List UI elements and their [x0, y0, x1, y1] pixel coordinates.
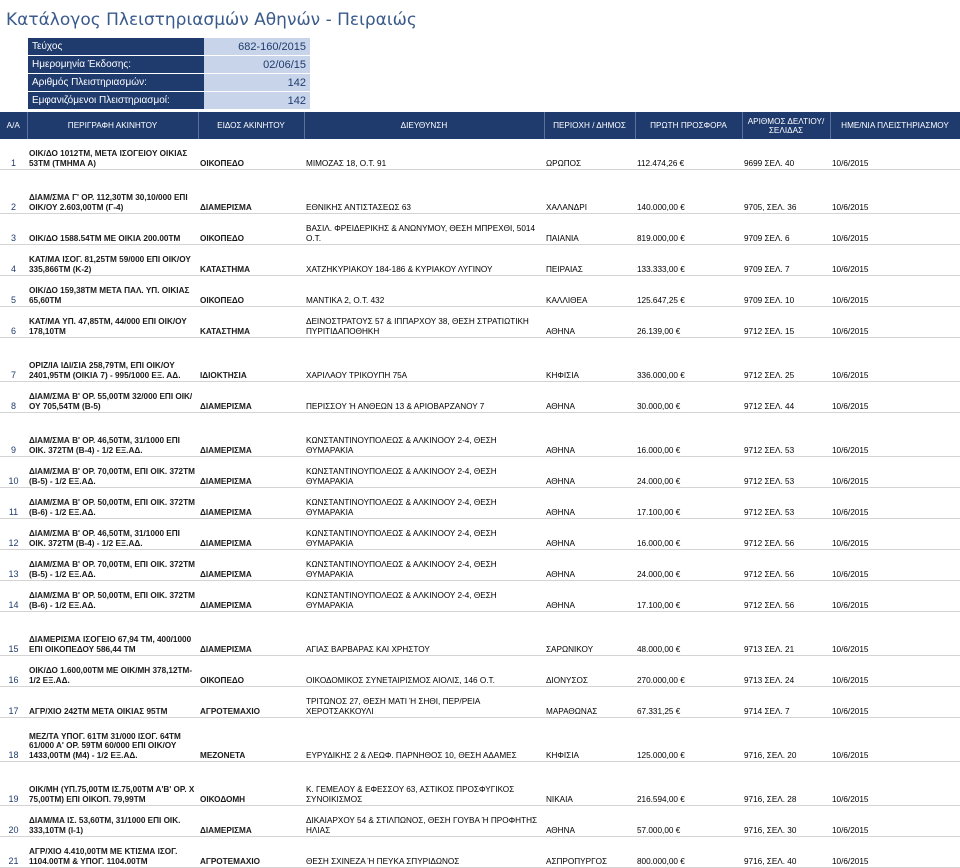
table-row [0, 307, 960, 338]
property-area: ΑΘΗΝΑ [544, 413, 635, 457]
row-number: 5 [0, 276, 27, 307]
table-row [0, 276, 960, 307]
auction-date: 10/6/2015 [830, 413, 960, 457]
bulletin-page: 9699 ΣΕΛ. 40 [742, 139, 830, 170]
property-address: ΘΕΣΗ ΣΧΙΝΕΖΑ Ή ΠΕΥΚΑ ΣΠΥΡΙΔΩΝΟΣ [304, 837, 544, 868]
property-description: ΔΙΑΜ/ΣΜΑ Β' ΟΡ. 46,50ΤΜ, 31/1000 ΕΠΙ ΟΙΚ. 372ΤΜ (Β-4) - 1/2 ΕΞ.ΑΔ. [27, 519, 198, 550]
property-address: ΚΩΝΣΤΑΝΤΙΝΟΥΠΟΛΕΩΣ & ΑΛΚΙΝΟΟΥ 2-4, ΘΕΣΗ ΘΥΜΑΡΑΚΙΑ [304, 413, 544, 457]
property-description: ΔΙΑΜ/ΣΜΑ Β' ΟΡ. 46,50ΤΜ, 31/1000 ΕΠΙ ΟΙΚ. 372ΤΜ (Β-4) - 1/2 ΕΞ.ΑΔ. [27, 413, 198, 457]
property-address: ΔΙΚΑΙΑΡΧΟΥ 54 & ΣΤΙΛΠΩΝΟΣ, ΘΕΣΗ ΓΟΥΒΑ Ή ΠΡΟΦΗΤΗΣ ΗΛΙΑΣ [304, 806, 544, 837]
auction-date: 10/6/2015 [830, 612, 960, 656]
info-value: 02/06/15 [204, 56, 310, 74]
property-type: ΔΙΑΜΕΡΙΣΜΑ [198, 550, 304, 581]
property-type: ΑΓΡΟΤΕΜΑΧΙΟ [198, 837, 304, 868]
property-type: ΔΙΑΜΕΡΙΣΜΑ [198, 170, 304, 214]
property-type: ΔΙΑΜΕΡΙΣΜΑ [198, 382, 304, 413]
row-number: 19 [0, 762, 27, 806]
property-area: ΝΙΚΑΙΑ [544, 762, 635, 806]
row-number: 18 [0, 718, 27, 762]
table-row [0, 612, 960, 656]
bulletin-page: 9712 ΣΕΛ. 15 [742, 307, 830, 338]
property-area: ΑΘΗΝΑ [544, 307, 635, 338]
property-type: ΟΙΚΟΔΟΜΗ [198, 762, 304, 806]
table-row [0, 245, 960, 276]
info-row [28, 74, 310, 92]
property-area: ΑΘΗΝΑ [544, 806, 635, 837]
property-area: ΑΘΗΝΑ [544, 581, 635, 612]
auction-date: 10/6/2015 [830, 581, 960, 612]
bulletin-page: 9712 ΣΕΛ. 25 [742, 338, 830, 382]
row-number: 15 [0, 612, 27, 656]
property-address: ΜΙΜΟΖΑΣ 18, Ο.Τ. 91 [304, 139, 544, 170]
table-row [0, 170, 960, 214]
info-value: 142 [204, 74, 310, 92]
bulletin-page: 9712 ΣΕΛ. 56 [742, 581, 830, 612]
property-area: ΚΗΦΙΣΙΑ [544, 718, 635, 762]
table-row [0, 550, 960, 581]
info-label: Εμφανιζόμενοι Πλειστηριασμοί: [28, 92, 204, 110]
row-number: 17 [0, 687, 27, 718]
property-description: ΟΡΙΖ/ΙΑ ΙΔΙ/ΣΙΑ 258,79ΤΜ, ΕΠΙ ΟΙΚ/ΟΥ 2401,95ΤΜ (ΟΙΚΙΑ 7) - 995/1000 ΕΞ. ΑΔ. [27, 338, 198, 382]
bulletin-page: 9712 ΣΕΛ. 53 [742, 488, 830, 519]
info-row [28, 92, 310, 110]
property-description: ΑΓΡ/ΧΙΟ 242ΤΜ ΜΕΤΑ ΟΙΚΙΑΣ 95ΤΜ [27, 687, 198, 718]
property-address: Κ. ΓΕΜΕΛΟΥ & ΕΦΕΣΣΟΥ 63, ΑΣΤΙΚΟΣ ΠΡΟΣΦΥΓΙΚΟΣ ΣΥΝΟΙΚΙΣΜΟΣ [304, 762, 544, 806]
property-area: ΠΕΙΡΑΙΑΣ [544, 245, 635, 276]
row-number: 13 [0, 550, 27, 581]
property-type: ΟΙΚΟΠΕΔΟ [198, 214, 304, 245]
first-offer: 270.000,00 € [635, 656, 742, 687]
bulletin-page: 9716, ΣΕΛ. 20 [742, 718, 830, 762]
info-label: Αριθμός Πλειστηριασμών: [28, 74, 204, 92]
first-offer: 67.331,25 € [635, 687, 742, 718]
first-offer: 24.000,00 € [635, 457, 742, 488]
first-offer: 800.000,00 € [635, 837, 742, 868]
row-number: 21 [0, 837, 27, 868]
property-address: ΟΙΚΟΔΟΜΙΚΟΣ ΣΥΝΕΤΑΙΡΙΣΜΟΣ ΑΙΟΛΙΣ, 146 Ο.Τ. [304, 656, 544, 687]
property-type: ΙΔΙΟΚΤΗΣΙΑ [198, 338, 304, 382]
page-title: Κατάλογος Πλειστηριασμών Αθηνών - Πειραιώς [6, 10, 417, 30]
table-row [0, 519, 960, 550]
issue-info-table [28, 38, 310, 110]
info-label: Τεύχος [28, 38, 204, 56]
property-area: ΣΑΡΩΝΙΚΟΥ [544, 612, 635, 656]
property-description: ΔΙΑΜ/ΣΜΑ Β' ΟΡ. 70,00ΤΜ, ΕΠΙ ΟΙΚ. 372ΤΜ (Β-5) - 1/2 ΕΞ.ΑΔ. [27, 457, 198, 488]
auction-date: 10/6/2015 [830, 519, 960, 550]
info-row [28, 56, 310, 74]
table-row [0, 762, 960, 806]
auction-date: 10/6/2015 [830, 139, 960, 170]
property-address: ΔΕΙΝΟΣΤΡΑΤΟΥΣ 57 & ΙΠΠΑΡΧΟΥ 38, ΘΕΣΗ ΣΤΡΑΤΙΩΤΙΚΗ ΠΥΡΙΤΙΔΑΠΟΘΗΚΗ [304, 307, 544, 338]
property-type: ΔΙΑΜΕΡΙΣΜΑ [198, 806, 304, 837]
column-header: Α/Α [0, 112, 27, 139]
info-value: 682-160/2015 [204, 38, 310, 56]
bulletin-page: 9712 ΣΕΛ. 44 [742, 382, 830, 413]
property-type: ΚΑΤΑΣΤΗΜΑ [198, 307, 304, 338]
property-description: ΟΙΚ/ΔΟ 1.600,00ΤΜ ΜΕ ΟΙΚ/ΜΗ 378,12ΤΜ- 1/2 ΕΞ.ΑΔ. [27, 656, 198, 687]
first-offer: 819.000,00 € [635, 214, 742, 245]
row-number: 6 [0, 307, 27, 338]
first-offer: 133.333,00 € [635, 245, 742, 276]
auction-date: 10/6/2015 [830, 214, 960, 245]
first-offer: 57.000,00 € [635, 806, 742, 837]
property-address: ΚΩΝΣΤΑΝΤΙΝΟΥΠΟΛΕΩΣ & ΑΛΚΙΝΟΟΥ 2-4, ΘΕΣΗ ΘΥΜΑΡΑΚΙΑ [304, 519, 544, 550]
property-address: ΚΩΝΣΤΑΝΤΙΝΟΥΠΟΛΕΩΣ & ΑΛΚΙΝΟΟΥ 2-4, ΘΕΣΗ ΘΥΜΑΡΑΚΙΑ [304, 488, 544, 519]
row-number: 16 [0, 656, 27, 687]
property-area: ΑΘΗΝΑ [544, 550, 635, 581]
column-header: ΠΕΡΙΟΧΗ / ΔΗΜΟΣ [544, 112, 635, 139]
table-row [0, 718, 960, 762]
bulletin-page: 9716, ΣΕΛ. 30 [742, 806, 830, 837]
info-value: 142 [204, 92, 310, 110]
row-number: 4 [0, 245, 27, 276]
bulletin-page: 9712 ΣΕΛ. 53 [742, 457, 830, 488]
column-header: ΠΕΡΙΓΡΑΦΗ ΑΚΙΝΗΤΟΥ [27, 112, 198, 139]
property-description: ΚΑΤ/ΜΑ ΙΣΟΓ. 81,25ΤΜ 59/000 ΕΠΙ ΟΙΚ/ΟΥ 335,866ΤΜ (Κ-2) [27, 245, 198, 276]
property-area: ΠΑΙΑΝΙΑ [544, 214, 635, 245]
property-address: ΠΕΡΙΣΣΟΥ Ή ΑΝΘΕΩΝ 13 & ΑΡΙΟΒΑΡΖΑΝΟΥ 7 [304, 382, 544, 413]
auctions-table [0, 112, 960, 868]
property-area: ΚΑΛΛΙΘΕΑ [544, 276, 635, 307]
auction-date: 10/6/2015 [830, 762, 960, 806]
bulletin-page: 9714 ΣΕΛ. 7 [742, 687, 830, 718]
first-offer: 125.000,00 € [635, 718, 742, 762]
first-offer: 336.000,00 € [635, 338, 742, 382]
property-description: ΜΕΖ/ΤΑ ΥΠΟΓ. 61ΤΜ 31/000 ΙΣΟΓ. 64ΤΜ 61/000 Α' ΟΡ. 59ΤΜ 60/000 ΕΠΙ ΟΙΚ/ΟΥ 1433,00ΤΜ (Μ4) - 1/2 ΕΞ.ΑΔ. [27, 718, 198, 762]
property-type: ΔΙΑΜΕΡΙΣΜΑ [198, 581, 304, 612]
table-row [0, 413, 960, 457]
property-area: ΧΑΛΑΝΔΡΙ [544, 170, 635, 214]
row-number: 10 [0, 457, 27, 488]
row-number: 12 [0, 519, 27, 550]
property-description: ΚΑΤ/ΜΑ ΥΠ. 47,85ΤΜ, 44/000 ΕΠΙ ΟΙΚ/ΟΥ 178,10ΤΜ [27, 307, 198, 338]
auction-date: 10/6/2015 [830, 488, 960, 519]
property-description: ΔΙΑΜ/ΣΜΑ Β' ΟΡ. 55,00ΤΜ 32/000 ΕΠΙ ΟΙΚ/ΟΥ 705,54ΤΜ (Β-5) [27, 382, 198, 413]
row-number: 3 [0, 214, 27, 245]
bulletin-page: 9716, ΣΕΛ. 40 [742, 837, 830, 868]
table-row [0, 837, 960, 868]
bulletin-page: 9712 ΣΕΛ. 56 [742, 550, 830, 581]
table-row [0, 581, 960, 612]
column-header: ΕΙΔΟΣ ΑΚΙΝΗΤΟΥ [198, 112, 304, 139]
property-type: ΜΕΖΟΝΕΤΑ [198, 718, 304, 762]
first-offer: 140.000,00 € [635, 170, 742, 214]
bulletin-page: 9713 ΣΕΛ. 21 [742, 612, 830, 656]
first-offer: 16.000,00 € [635, 413, 742, 457]
column-header: ΠΡΩΤΗ ΠΡΟΣΦΟΡΑ [635, 112, 742, 139]
property-address: ΧΑΤΖΗΚΥΡΙΑΚΟΥ 184-186 & ΚΥΡΙΑΚΟΥ ΛΥΓΙΝΟΥ [304, 245, 544, 276]
first-offer: 216.594,00 € [635, 762, 742, 806]
property-description: ΔΙΑΜ/ΣΜΑ Γ' ΟΡ. 112,30ΤΜ 30,10/000 ΕΠΙ ΟΙΚ/ΟΥ 2.603,00ΤΜ (Γ-4) [27, 170, 198, 214]
property-area: ΚΗΦΙΣΙΑ [544, 338, 635, 382]
property-address: ΜΑΝΤΙΚΑ 2, Ο.Τ. 432 [304, 276, 544, 307]
property-address: ΒΑΣΙΛ. ΦΡΕΙΔΕΡΙΚΗΣ & ΑΝΩΝΥΜΟΥ, ΘΕΣΗ ΜΠΡΕΧΘΙ, 5014 Ο.Τ. [304, 214, 544, 245]
first-offer: 17.100,00 € [635, 488, 742, 519]
property-address: ΚΩΝΣΤΑΝΤΙΝΟΥΠΟΛΕΩΣ & ΑΛΚΙΝΟΟΥ 2-4, ΘΕΣΗ ΘΥΜΑΡΑΚΙΑ [304, 550, 544, 581]
table-row [0, 488, 960, 519]
bulletin-page: 9712 ΣΕΛ. 53 [742, 413, 830, 457]
row-number: 9 [0, 413, 27, 457]
property-description: ΔΙΑΜΕΡΙΣΜΑ ΙΣΟΓΕΙΟ 67,94 ΤΜ, 400/1000 ΕΠΙ ΟΙΚΟΠΕΔΟΥ 586,44 ΤΜ [27, 612, 198, 656]
first-offer: 24.000,00 € [635, 550, 742, 581]
auction-date: 10/6/2015 [830, 718, 960, 762]
property-area: ΔΙΟΝΥΣΟΣ [544, 656, 635, 687]
property-type: ΔΙΑΜΕΡΙΣΜΑ [198, 488, 304, 519]
first-offer: 112.474,26 € [635, 139, 742, 170]
property-description: ΔΙΑΜ/ΣΜΑ Β' ΟΡ. 50,00ΤΜ, ΕΠΙ ΟΙΚ. 372ΤΜ (Β-6) - 1/2 ΕΞ.ΑΔ. [27, 581, 198, 612]
first-offer: 17.100,00 € [635, 581, 742, 612]
auction-date: 10/6/2015 [830, 837, 960, 868]
bulletin-page: 9709 ΣΕΛ. 7 [742, 245, 830, 276]
property-area: ΑΘΗΝΑ [544, 382, 635, 413]
property-address: ΕΥΡΥΔΙΚΗΣ 2 & ΛΕΩΦ. ΠΑΡΝΗΘΟΣ 10, ΘΕΣΗ ΑΔΑΜΕΣ [304, 718, 544, 762]
auction-date: 10/6/2015 [830, 656, 960, 687]
table-row [0, 338, 960, 382]
first-offer: 30.000,00 € [635, 382, 742, 413]
property-address: ΕΘΝΙΚΗΣ ΑΝΤΙΣΤΑΣΕΩΣ 63 [304, 170, 544, 214]
property-address: ΑΓΙΑΣ ΒΑΡΒΑΡΑΣ ΚΑΙ ΧΡΗΣΤΟΥ [304, 612, 544, 656]
property-type: ΚΑΤΑΣΤΗΜΑ [198, 245, 304, 276]
auction-date: 10/6/2015 [830, 687, 960, 718]
property-type: ΔΙΑΜΕΡΙΣΜΑ [198, 457, 304, 488]
property-description: ΑΓΡ/ΧΙΟ 4.410,00ΤΜ ΜΕ ΚΤΙΣΜΑ ΙΣΟΓ. 1104.00ΤΜ & ΥΠΟΓ. 1104.00ΤΜ [27, 837, 198, 868]
property-type: ΟΙΚΟΠΕΔΟ [198, 139, 304, 170]
table-row [0, 457, 960, 488]
row-number: 11 [0, 488, 27, 519]
auction-date: 10/6/2015 [830, 382, 960, 413]
row-number: 2 [0, 170, 27, 214]
bulletin-page: 9709 ΣΕΛ. 10 [742, 276, 830, 307]
row-number: 20 [0, 806, 27, 837]
row-number: 1 [0, 139, 27, 170]
property-type: ΔΙΑΜΕΡΙΣΜΑ [198, 413, 304, 457]
property-area: ΑΣΠΡΟΠΥΡΓΟΣ [544, 837, 635, 868]
property-address: ΚΩΝΣΤΑΝΤΙΝΟΥΠΟΛΕΩΣ & ΑΛΚΙΝΟΟΥ 2-4, ΘΕΣΗ ΘΥΜΑΡΑΚΙΑ [304, 581, 544, 612]
row-number: 8 [0, 382, 27, 413]
auction-date: 10/6/2015 [830, 806, 960, 837]
property-type: ΟΙΚΟΠΕΔΟ [198, 276, 304, 307]
bulletin-page: 9705, ΣΕΛ. 36 [742, 170, 830, 214]
property-address: ΧΑΡΙΛΑΟΥ ΤΡΙΚΟΥΠΗ 75Α [304, 338, 544, 382]
table-row [0, 806, 960, 837]
column-header: ΔΙΕΥΘΥΝΣΗ [304, 112, 544, 139]
table-row [0, 382, 960, 413]
table-row [0, 139, 960, 170]
property-description: ΔΙΑΜ/ΜΑ ΙΣ. 53,60ΤΜ, 31/1000 ΕΠΙ ΟΙΚ. 333,10ΤΜ (Ι-1) [27, 806, 198, 837]
auction-date: 10/6/2015 [830, 550, 960, 581]
property-area: ΩΡΩΠΟΣ [544, 139, 635, 170]
auction-date: 10/6/2015 [830, 245, 960, 276]
table-row [0, 687, 960, 718]
bulletin-page: 9713 ΣΕΛ. 24 [742, 656, 830, 687]
property-type: ΑΓΡΟΤΕΜΑΧΙΟ [198, 687, 304, 718]
property-description: ΟΙΚ/ΔΟ 159,38ΤΜ ΜΕΤΑ ΠΑΛ. ΥΠ. ΟΙΚΙΑΣ 65,60ΤΜ [27, 276, 198, 307]
property-type: ΔΙΑΜΕΡΙΣΜΑ [198, 612, 304, 656]
first-offer: 26.139,00 € [635, 307, 742, 338]
bulletin-page: 9712 ΣΕΛ. 56 [742, 519, 830, 550]
property-area: ΑΘΗΝΑ [544, 457, 635, 488]
auction-date: 10/6/2015 [830, 338, 960, 382]
column-header: ΗΜΕ/ΝΙΑ ΠΛΕΙΣΤΗΡΙΑΣΜΟΥ [830, 112, 960, 139]
property-area: ΑΘΗΝΑ [544, 488, 635, 519]
property-area: ΜΑΡΑΘΩΝΑΣ [544, 687, 635, 718]
table-row [0, 214, 960, 245]
bulletin-page: 9716, ΣΕΛ. 28 [742, 762, 830, 806]
property-type: ΟΙΚΟΠΕΔΟ [198, 656, 304, 687]
property-area: ΑΘΗΝΑ [544, 519, 635, 550]
auction-date: 10/6/2015 [830, 170, 960, 214]
property-description: ΟΙΚ/ΔΟ 1588.54ΤΜ ΜΕ ΟΙΚΙΑ 200.00ΤΜ [27, 214, 198, 245]
first-offer: 125.647,25 € [635, 276, 742, 307]
property-address: ΤΡΙΤΩΝΟΣ 27, ΘΕΣΗ ΜΑΤΙ Ή ΣΗΘΙ, ΠΕΡ/ΡΕΙΑ ΧΕΡΟΤΣΑΚΚΟΥΛΙ [304, 687, 544, 718]
auction-date: 10/6/2015 [830, 307, 960, 338]
first-offer: 48.000,00 € [635, 612, 742, 656]
row-number: 7 [0, 338, 27, 382]
property-description: ΟΙΚ/ΜΗ (ΥΠ.75,00ΤΜ ΙΣ.75,00ΤΜ Α'Β' ΟΡ. Χ 75,00ΤΜ) ΕΠΙ ΟΙΚΟΠ. 79,99ΤΜ [27, 762, 198, 806]
first-offer: 16.000,00 € [635, 519, 742, 550]
bulletin-page: 9709 ΣΕΛ. 6 [742, 214, 830, 245]
info-row [28, 38, 310, 56]
info-label: Ημερομηνία Έκδοσης: [28, 56, 204, 74]
column-header: ΑΡΙΘΜΟΣ ΔΕΛΤΙΟΥ/ΣΕΛΙΔΑΣ [742, 112, 830, 139]
row-number: 14 [0, 581, 27, 612]
table-row [0, 656, 960, 687]
property-address: ΚΩΝΣΤΑΝΤΙΝΟΥΠΟΛΕΩΣ & ΑΛΚΙΝΟΟΥ 2-4, ΘΕΣΗ ΘΥΜΑΡΑΚΙΑ [304, 457, 544, 488]
property-type: ΔΙΑΜΕΡΙΣΜΑ [198, 519, 304, 550]
auction-date: 10/6/2015 [830, 276, 960, 307]
property-description: ΔΙΑΜ/ΣΜΑ Β' ΟΡ. 50,00ΤΜ, ΕΠΙ ΟΙΚ. 372ΤΜ (Β-6) - 1/2 ΕΞ.ΑΔ. [27, 488, 198, 519]
auction-date: 10/6/2015 [830, 457, 960, 488]
property-description: ΟΙΚ/ΔΟ 1012ΤΜ, ΜΕΤΑ ΙΣΟΓΕΙΟΥ ΟΙΚΙΑΣ 53ΤΜ (ΤΜΗΜΑ Α) [27, 139, 198, 170]
property-description: ΔΙΑΜ/ΣΜΑ Β' ΟΡ. 70,00ΤΜ, ΕΠΙ ΟΙΚ. 372ΤΜ (Β-5) - 1/2 ΕΞ.ΑΔ. [27, 550, 198, 581]
